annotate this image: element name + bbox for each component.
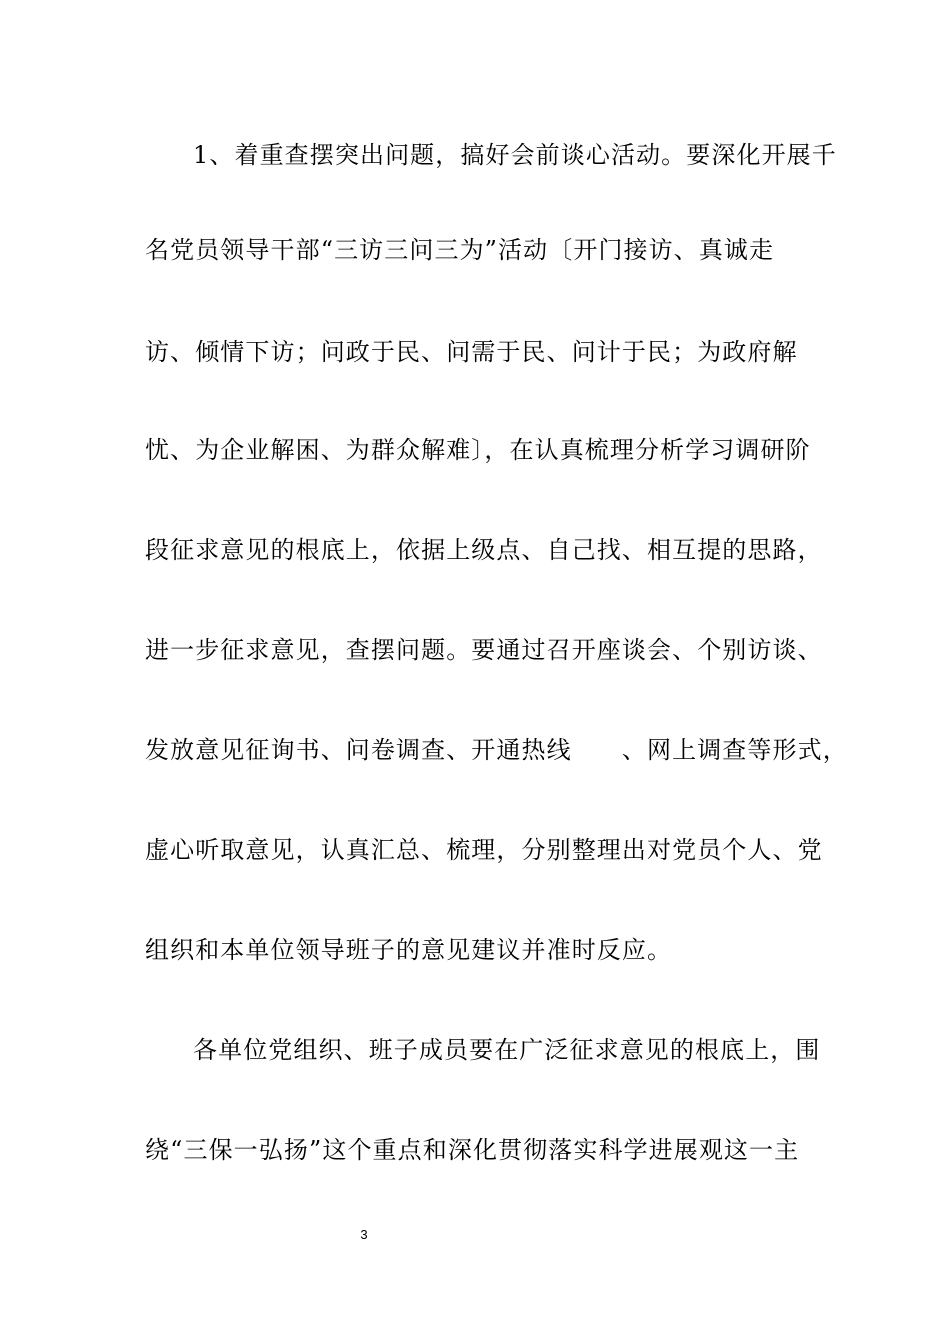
- paragraph-1-line-2: 名党员领导干部“三访三问三为”活动〔开门接访、真诚走: [145, 236, 775, 264]
- paragraph-1-line-4: 忧、为企业解困、为群众解难〕，在认真梳理分析学习调研阶: [145, 436, 811, 464]
- paragraph-1-line-3: 访、倾情下访；问政于民、问需于民、问计于民；为政府解: [145, 338, 798, 366]
- paragraph-1-line-9: 组织和本单位领导班子的意见建议并准时反应。: [145, 936, 673, 964]
- paragraph-2-line-1: 各单位党组织、班子成员要在广泛征求意见的根底上，围: [193, 1036, 821, 1064]
- paragraph-1-line-8: 虚心听取意见，认真汇总、梳理，分别整理出对党员个人、党: [145, 836, 823, 864]
- paragraph-1-line-5: 段征求意见的根底上，依据上级点、自己找、相互提的思路，: [145, 536, 823, 564]
- paragraph-2-line-2: 绕“三保一弘扬”这个重点和深化贯彻落实科学进展观这一主: [145, 1136, 800, 1164]
- paragraph-1-line-7: 发放意见征询书、问卷调查、开通热线 、网上调查等形式，: [145, 736, 848, 764]
- paragraph-1-line-6: 进一步征求意见，查摆问题。要通过召开座谈会、个别访谈、: [145, 636, 823, 664]
- page-number: 3: [360, 1227, 368, 1242]
- paragraph-1-line-1: 1、着重查摆突出问题，搞好会前谈心活动。要深化开展千: [193, 141, 837, 169]
